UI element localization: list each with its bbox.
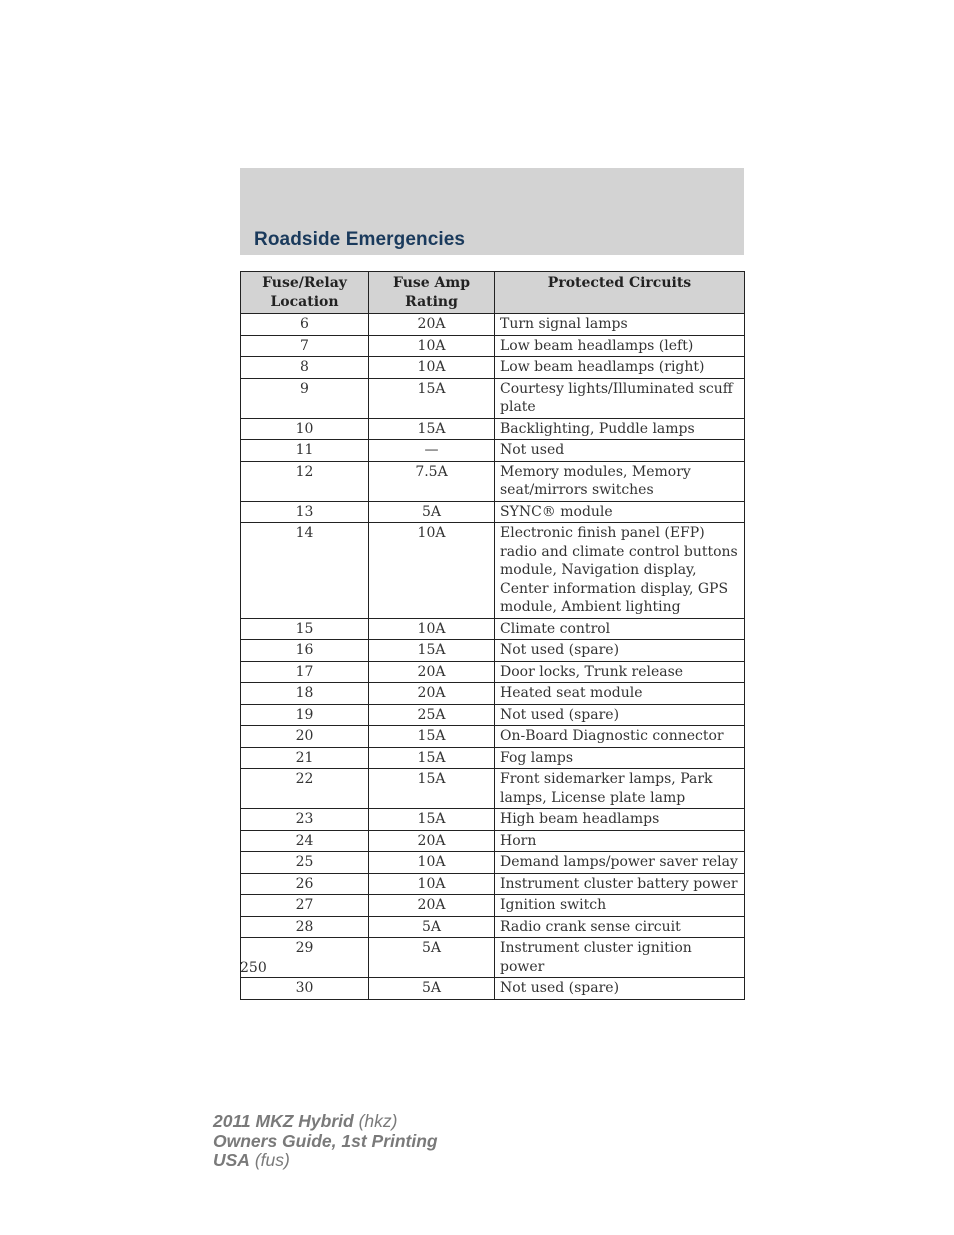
cell-amp-rating: 15A	[369, 769, 495, 809]
cell-amp-rating: —	[369, 440, 495, 462]
cell-amp-rating: 15A	[369, 640, 495, 662]
fuse-table	[240, 271, 745, 1000]
table-row	[241, 916, 745, 938]
cell-location: 29	[241, 938, 369, 978]
table-header-row	[241, 272, 745, 314]
cell-amp-rating: 15A	[369, 747, 495, 769]
cell-location: 28	[241, 916, 369, 938]
header-location: Fuse/Relay Location	[241, 272, 369, 314]
cell-amp-rating: 7.5A	[369, 461, 495, 501]
cell-location: 19	[241, 704, 369, 726]
table-row	[241, 938, 745, 978]
cell-amp-rating: 20A	[369, 683, 495, 705]
cell-location: 12	[241, 461, 369, 501]
table-row	[241, 726, 745, 748]
table-row	[241, 640, 745, 662]
footer-guide: Owners Guide, 1st Printing	[213, 1130, 438, 1151]
table-row	[241, 378, 745, 418]
cell-location: 22	[241, 769, 369, 809]
footer-model-code: (hkz)	[358, 1111, 398, 1131]
cell-amp-rating: 20A	[369, 314, 495, 336]
cell-protected-circuits: Heated seat module	[495, 683, 745, 705]
footer-line-3	[213, 1151, 438, 1171]
cell-location: 26	[241, 873, 369, 895]
cell-location: 23	[241, 809, 369, 831]
footer-market-code: (fus)	[254, 1150, 290, 1170]
table-row	[241, 523, 745, 619]
cell-location: 15	[241, 618, 369, 640]
cell-protected-circuits: On-Board Diagnostic connector	[495, 726, 745, 748]
table-row	[241, 809, 745, 831]
header-protected-circuits: Protected Circuits	[495, 272, 745, 314]
table-row	[241, 830, 745, 852]
section-header-band	[240, 168, 744, 255]
table-row	[241, 683, 745, 705]
cell-location: 10	[241, 418, 369, 440]
cell-protected-circuits: Ignition switch	[495, 895, 745, 917]
cell-protected-circuits: High beam headlamps	[495, 809, 745, 831]
table-row	[241, 873, 745, 895]
table-row	[241, 418, 745, 440]
cell-amp-rating: 5A	[369, 978, 495, 1000]
table-row	[241, 661, 745, 683]
table-row	[241, 852, 745, 874]
table-row	[241, 747, 745, 769]
footer-line-1	[213, 1112, 438, 1132]
cell-location: 7	[241, 335, 369, 357]
cell-location: 24	[241, 830, 369, 852]
table-row	[241, 314, 745, 336]
cell-protected-circuits: Not used (spare)	[495, 978, 745, 1000]
cell-location: 6	[241, 314, 369, 336]
cell-amp-rating: 20A	[369, 661, 495, 683]
cell-location: 17	[241, 661, 369, 683]
cell-location: 21	[241, 747, 369, 769]
cell-protected-circuits: Not used	[495, 440, 745, 462]
cell-protected-circuits: Memory modules, Memory seat/mirrors switches	[495, 461, 745, 501]
table-row	[241, 440, 745, 462]
cell-location: 14	[241, 523, 369, 619]
header-amp-rating: Fuse Amp Rating	[369, 272, 495, 314]
cell-location: 11	[241, 440, 369, 462]
cell-protected-circuits: Instrument cluster ignition power	[495, 938, 745, 978]
cell-location: 9	[241, 378, 369, 418]
cell-protected-circuits: Fog lamps	[495, 747, 745, 769]
table-row	[241, 357, 745, 379]
cell-amp-rating: 5A	[369, 501, 495, 523]
footer-line-2	[213, 1132, 438, 1152]
cell-location: 20	[241, 726, 369, 748]
footer-market: USA	[213, 1150, 250, 1170]
cell-protected-circuits: Radio crank sense circuit	[495, 916, 745, 938]
cell-amp-rating: 10A	[369, 618, 495, 640]
table-row	[241, 704, 745, 726]
cell-location: 25	[241, 852, 369, 874]
cell-location: 13	[241, 501, 369, 523]
cell-amp-rating: 10A	[369, 873, 495, 895]
cell-location: 18	[241, 683, 369, 705]
cell-protected-circuits: Backlighting, Puddle lamps	[495, 418, 745, 440]
cell-location: 16	[241, 640, 369, 662]
document-footer	[213, 1112, 438, 1171]
section-title: Roadside Emergencies	[254, 229, 466, 250]
cell-location: 27	[241, 895, 369, 917]
cell-location: 30	[241, 978, 369, 1000]
cell-protected-circuits: SYNC® module	[495, 501, 745, 523]
cell-protected-circuits: Courtesy lights/Illuminated scuff plate	[495, 378, 745, 418]
table-row	[241, 501, 745, 523]
cell-location: 8	[241, 357, 369, 379]
cell-amp-rating: 5A	[369, 938, 495, 978]
cell-amp-rating: 20A	[369, 830, 495, 852]
cell-amp-rating: 15A	[369, 809, 495, 831]
footer-model: 2011 MKZ Hybrid	[213, 1111, 354, 1131]
cell-amp-rating: 15A	[369, 726, 495, 748]
cell-protected-circuits: Horn	[495, 830, 745, 852]
cell-amp-rating: 10A	[369, 523, 495, 619]
cell-amp-rating: 15A	[369, 418, 495, 440]
cell-protected-circuits: Front sidemarker lamps, Park lamps, License plate lamp	[495, 769, 745, 809]
cell-protected-circuits: Not used (spare)	[495, 704, 745, 726]
table-row	[241, 618, 745, 640]
cell-protected-circuits: Low beam headlamps (left)	[495, 335, 745, 357]
cell-amp-rating: 10A	[369, 852, 495, 874]
cell-protected-circuits: Turn signal lamps	[495, 314, 745, 336]
cell-protected-circuits: Not used (spare)	[495, 640, 745, 662]
cell-amp-rating: 10A	[369, 335, 495, 357]
cell-protected-circuits: Low beam headlamps (right)	[495, 357, 745, 379]
table-row	[241, 895, 745, 917]
cell-amp-rating: 20A	[369, 895, 495, 917]
table-row	[241, 769, 745, 809]
cell-amp-rating: 10A	[369, 357, 495, 379]
page-number: 250	[240, 960, 267, 976]
table-row	[241, 335, 745, 357]
table-row	[241, 978, 745, 1000]
cell-amp-rating: 5A	[369, 916, 495, 938]
cell-protected-circuits: Electronic finish panel (EFP) radio and climate control buttons module, Navigation display, Center information display, GPS module, Ambient lighting	[495, 523, 745, 619]
cell-protected-circuits: Climate control	[495, 618, 745, 640]
cell-amp-rating: 25A	[369, 704, 495, 726]
cell-amp-rating: 15A	[369, 378, 495, 418]
cell-protected-circuits: Instrument cluster battery power	[495, 873, 745, 895]
cell-protected-circuits: Demand lamps/power saver relay	[495, 852, 745, 874]
table-row	[241, 461, 745, 501]
cell-protected-circuits: Door locks, Trunk release	[495, 661, 745, 683]
fuse-table-body	[241, 314, 745, 1000]
